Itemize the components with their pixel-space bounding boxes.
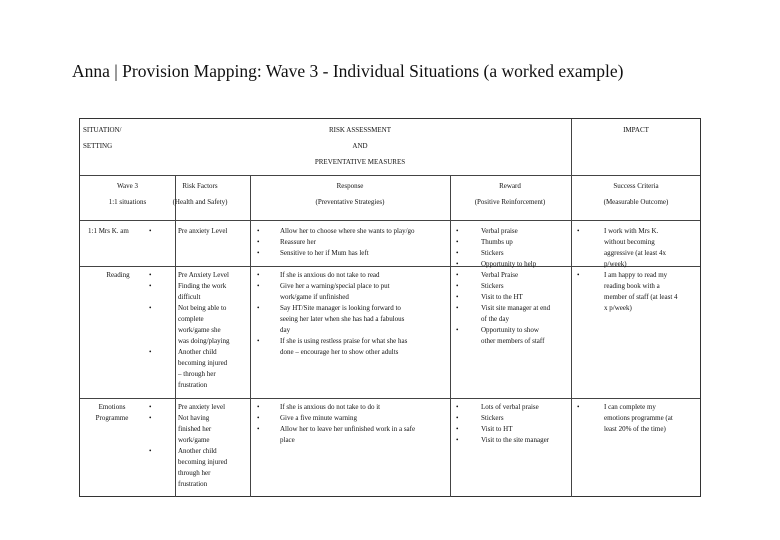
row-3-success: least 20% of the time): [604, 425, 666, 433]
bullet-icon: •: [149, 414, 152, 422]
row-2-risk: Pre Anxiety Level: [178, 271, 229, 279]
row-3-reward: Visit to the site manager: [481, 436, 550, 444]
bullet-icon: •: [149, 227, 152, 235]
row-3-reward: Lots of verbal praise: [481, 403, 539, 411]
row-2-success: member of staff (at least 4: [604, 293, 678, 301]
bullet-icon: •: [456, 227, 459, 235]
row-3-risk: Another child: [178, 447, 217, 455]
header-situation: SITUATION/: [83, 126, 122, 134]
bullet-icon: •: [257, 249, 260, 257]
grid-line: [80, 398, 700, 399]
row-3-risk: Pre anxiety level: [178, 403, 226, 411]
row-3-reward: Stickers: [481, 414, 504, 422]
bullet-icon: •: [149, 304, 152, 312]
bullet-icon: •: [149, 271, 152, 279]
sub-wave: Wave 3: [116, 182, 138, 190]
row-1-reward: Thumbs up: [481, 238, 513, 246]
row-2-risk: difficult: [178, 293, 201, 301]
bullet-icon: •: [577, 271, 580, 279]
sub-response: Response: [336, 182, 364, 190]
row-3-response: If she is anxious do not take to do it: [280, 403, 381, 411]
bullet-icon: •: [257, 403, 260, 411]
row-2-risk: Another child: [178, 348, 217, 356]
grid-line: [250, 175, 251, 497]
row-2-reward: Visit to the HT: [481, 293, 523, 301]
row-3-risk: Not having: [178, 414, 210, 422]
row-2-reward: of the day: [481, 315, 509, 323]
row-2-success: I am happy to read my: [604, 271, 668, 279]
bullet-icon: •: [456, 271, 459, 279]
sub-positive-reinforcement: (Positive Reinforcement): [474, 198, 546, 206]
grid-line: [80, 175, 700, 176]
row-2-response: seeing her later when she has had a fabulous: [280, 315, 405, 323]
bullet-icon: •: [456, 282, 459, 290]
sub-reward: Reward: [499, 182, 521, 190]
row-2-risk: becoming injured: [178, 359, 228, 367]
bullet-icon: •: [456, 238, 459, 246]
bullet-icon: •: [456, 436, 459, 444]
header-impact: IMPACT: [623, 126, 649, 134]
row-2-risk: complete: [178, 315, 204, 323]
bullet-icon: •: [577, 403, 580, 411]
bullet-icon: •: [257, 271, 260, 279]
header-setting: SETTING: [83, 142, 113, 150]
bullet-icon: •: [257, 282, 260, 290]
bullet-icon: •: [257, 425, 260, 433]
row-2-reward: Opportunity to show: [481, 326, 539, 334]
row-3-risk: finished her: [178, 425, 212, 433]
row-2-response: work/game if unfinished: [280, 293, 349, 301]
grid-line: [80, 220, 700, 221]
bullet-icon: •: [149, 447, 152, 455]
row-1-success: aggressive (at least 4x: [604, 249, 667, 257]
row-3-response: place: [280, 436, 295, 444]
header-risk-assessment: RISK ASSESSMENT: [328, 126, 392, 134]
row-3-reward: Visit to HT: [481, 425, 513, 433]
row-2-response: done – encourage her to show other adults: [280, 348, 399, 356]
grid-line: [450, 175, 451, 497]
grid-line: [175, 175, 176, 497]
row-3-response: Give a five minute warning: [280, 414, 357, 422]
row-1-reward: Verbal praise: [481, 227, 518, 235]
row-1-success: without becoming: [604, 238, 655, 246]
row-2-reward: Verbal Praise: [481, 271, 519, 279]
bullet-icon: •: [257, 238, 260, 246]
row-1-reward: Opportunity to help: [481, 260, 537, 268]
sub-measurable-outcome: (Measurable Outcome): [603, 198, 669, 206]
bullet-icon: •: [257, 304, 260, 312]
bullet-icon: •: [257, 227, 260, 235]
row-2-risk: Not being able to: [178, 304, 227, 312]
row-2-success: x p/week): [604, 304, 632, 312]
row-2-reward: Stickers: [481, 282, 504, 290]
row-3-risk: becoming injured: [178, 458, 228, 466]
bullet-icon: •: [456, 414, 459, 422]
bullet-icon: •: [456, 249, 459, 257]
bullet-icon: •: [149, 403, 152, 411]
row-3-risk: through her: [178, 469, 211, 477]
bullet-icon: •: [456, 326, 459, 334]
row-2-response: If she is anxious do not take to read: [280, 271, 380, 279]
row-2-risk: was doing/playing: [178, 337, 230, 345]
header-and: AND: [352, 142, 368, 150]
row-2-risk: – through her: [178, 370, 216, 378]
bullet-icon: •: [456, 293, 459, 301]
row-2-reward: Visit site manager at end: [481, 304, 551, 312]
bullet-icon: •: [149, 282, 152, 290]
row-2-response: If she is using restless praise for what she has: [280, 337, 408, 345]
row-3-response: Allow her to leave her unfinished work in a safe: [280, 425, 416, 433]
bullet-icon: •: [577, 227, 580, 235]
row-3-situation: Programme: [95, 414, 129, 422]
bullet-icon: •: [456, 304, 459, 312]
bullet-icon: •: [456, 403, 459, 411]
row-2-reward: other members of staff: [481, 337, 545, 345]
row-2-risk: frustration: [178, 381, 208, 389]
row-2-success: reading book with a: [604, 282, 660, 290]
row-2-risk: work/game she: [178, 326, 221, 334]
row-1-success: I work with Mrs K.: [604, 227, 659, 235]
row-2-situation: Reading: [106, 271, 130, 279]
sub-situations: 1:1 situations: [108, 198, 147, 206]
sub-health-safety: (Health and Safety): [172, 198, 228, 206]
row-2-response: day: [280, 326, 291, 334]
bullet-icon: •: [149, 348, 152, 356]
sub-success-criteria: Success Criteria: [613, 182, 659, 190]
row-1-response: Reassure her: [280, 238, 316, 246]
bullet-icon: •: [456, 260, 459, 268]
bullet-icon: •: [456, 425, 459, 433]
row-1-reward: Stickers: [481, 249, 504, 257]
sub-risk-factors: Risk Factors: [182, 182, 218, 190]
header-preventative: PREVENTATIVE MEASURES: [314, 158, 406, 166]
row-1-risk: Pre anxiety Level: [178, 227, 228, 235]
bullet-icon: •: [257, 414, 260, 422]
row-1-situation: 1:1 Mrs K. am: [88, 227, 129, 235]
bullet-icon: •: [257, 337, 260, 345]
row-3-situation: Emotions: [98, 403, 126, 411]
row-1-response: Allow her to choose where she wants to play/go: [280, 227, 415, 235]
row-2-risk: Finding the work: [178, 282, 227, 290]
sub-preventative-strategies: (Preventative Strategies): [315, 198, 385, 206]
row-2-response: Give her a warning/special place to put: [280, 282, 390, 290]
row-3-success: emotions programme (at: [604, 414, 673, 422]
row-3-success: I can complete my: [604, 403, 656, 411]
row-3-risk: work/game: [178, 436, 210, 444]
row-1-response: Sensitive to her if Mum has left: [280, 249, 369, 257]
row-3-risk: frustration: [178, 480, 208, 488]
row-2-response: Say HT/Site manager is looking forward to: [280, 304, 401, 312]
provision-table: [79, 118, 701, 497]
page-title: Anna | Provision Mapping: Wave 3 - Individual Situations (a worked example): [72, 61, 624, 81]
row-1-success: p/week): [604, 260, 627, 268]
